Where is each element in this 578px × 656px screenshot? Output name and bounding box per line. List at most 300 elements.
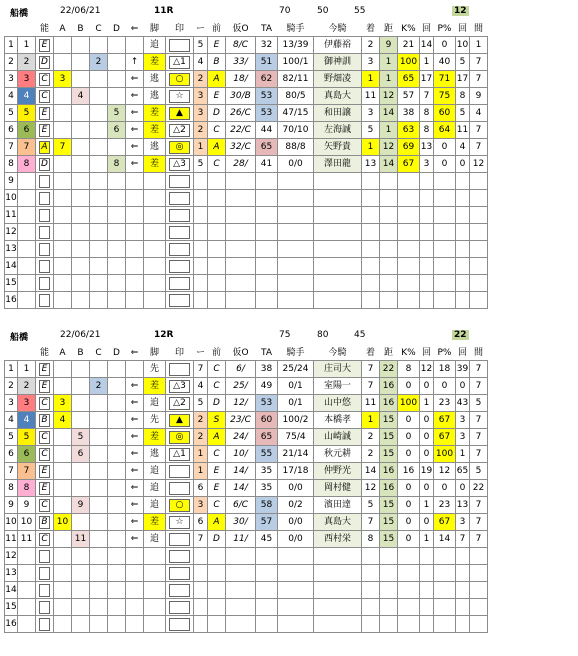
cell: C: [208, 361, 226, 378]
cell: 7: [470, 446, 488, 463]
cell: [194, 207, 208, 224]
cell: 0: [420, 480, 434, 497]
cell: [166, 429, 194, 446]
cell: 15: [380, 429, 398, 446]
race-11-section: [4, 2, 502, 309]
cell: [90, 548, 108, 565]
cell: [54, 190, 72, 207]
cell: [362, 292, 380, 309]
column-header: 仮O: [226, 346, 256, 361]
mark-box: [169, 260, 190, 273]
cell: [278, 173, 314, 190]
cell: 24/: [226, 429, 256, 446]
race-table: [4, 22, 502, 309]
cell: [54, 37, 72, 54]
cell: [166, 224, 194, 241]
cell: [470, 258, 488, 275]
cell: 23: [434, 497, 456, 514]
cell: 10/: [226, 446, 256, 463]
cell: [470, 207, 488, 224]
cell: [314, 173, 362, 190]
cell: 62: [256, 71, 278, 88]
cell: 7: [5, 463, 18, 480]
cell: [194, 258, 208, 275]
cell: 0: [434, 156, 456, 173]
cell: 1: [362, 71, 380, 88]
cell: 2: [18, 54, 36, 71]
cell: [456, 582, 470, 599]
cell: [166, 497, 194, 514]
grade-box: E: [39, 124, 50, 137]
cell: C: [208, 497, 226, 514]
cell: [256, 599, 278, 616]
cell: 100: [434, 446, 456, 463]
cell: 53: [256, 395, 278, 412]
cell: [36, 292, 54, 309]
cell: 38: [256, 361, 278, 378]
cell: 51: [256, 54, 278, 71]
cell: [166, 463, 194, 480]
cell: [398, 599, 420, 616]
cell: [362, 548, 380, 565]
column-header: A: [54, 22, 72, 37]
table-row: [5, 582, 502, 599]
cell: 0: [420, 412, 434, 429]
cell: [278, 599, 314, 616]
cell: [36, 139, 54, 156]
cell: [456, 275, 470, 292]
mark-box: [169, 294, 190, 307]
cell: 4: [5, 88, 18, 105]
cell: 49: [256, 378, 278, 395]
cell: [54, 105, 72, 122]
cell: 16: [380, 480, 398, 497]
cell: [108, 292, 126, 309]
cell: [18, 292, 36, 309]
cell: [470, 292, 488, 309]
race-12-section: [4, 326, 502, 633]
column-header: ⇐: [126, 346, 144, 361]
cell: [72, 514, 90, 531]
header-value-2: 80: [317, 330, 329, 340]
cell: [108, 497, 126, 514]
cell: [144, 224, 166, 241]
cell: 逃: [144, 71, 166, 88]
cell: 9: [470, 88, 488, 105]
cell: [362, 582, 380, 599]
cell: 45: [256, 531, 278, 548]
grade-box: C: [39, 397, 50, 410]
cell: [36, 616, 54, 633]
cell: [54, 582, 72, 599]
cell: [314, 241, 362, 258]
cell: 22: [470, 480, 488, 497]
cell: ⇐: [126, 463, 144, 480]
cell: [108, 139, 126, 156]
cell: A: [208, 429, 226, 446]
cell: 63: [398, 122, 420, 139]
cell: [144, 582, 166, 599]
cell: [108, 378, 126, 395]
cell: 16: [398, 463, 420, 480]
cell: [226, 224, 256, 241]
cell: 19: [420, 463, 434, 480]
cell: 2: [194, 122, 208, 139]
cell: 秋元耕: [314, 446, 362, 463]
cell: [398, 258, 420, 275]
cell: 7: [362, 378, 380, 395]
cell: 69: [398, 139, 420, 156]
cell: 100/2: [278, 412, 314, 429]
cell: [72, 173, 90, 190]
cell: [362, 599, 380, 616]
cell: [126, 241, 144, 258]
cell: [470, 599, 488, 616]
cell: 15: [380, 446, 398, 463]
cell: [72, 582, 90, 599]
column-header: [18, 346, 36, 361]
cell: 57: [398, 88, 420, 105]
cell: [36, 105, 54, 122]
cell: 40: [434, 54, 456, 71]
cell: [314, 207, 362, 224]
cell: [36, 378, 54, 395]
cell: 7: [18, 139, 36, 156]
column-header: 前: [208, 346, 226, 361]
cell: 2: [362, 37, 380, 54]
cell: 1: [5, 361, 18, 378]
cell: 13: [362, 156, 380, 173]
cell: [54, 156, 72, 173]
cell: [72, 105, 90, 122]
cell: ⇐: [126, 412, 144, 429]
cell: [456, 241, 470, 258]
cell: 6: [5, 122, 18, 139]
cell: 差: [144, 105, 166, 122]
table-row: [5, 531, 502, 548]
cell: [36, 156, 54, 173]
cell: [72, 361, 90, 378]
cell: C: [208, 156, 226, 173]
cell: [398, 565, 420, 582]
cell: [470, 241, 488, 258]
cell: [456, 565, 470, 582]
cell: 4: [18, 88, 36, 105]
column-header: [5, 346, 18, 361]
race-number: 12R: [154, 330, 174, 340]
cell: [362, 258, 380, 275]
cell: [144, 207, 166, 224]
cell: 47/15: [278, 105, 314, 122]
cell: 5: [18, 429, 36, 446]
cell: 17: [456, 71, 470, 88]
cell: ⇐: [126, 480, 144, 497]
cell: 65: [456, 463, 470, 480]
cell: 11: [456, 122, 470, 139]
cell: 差: [144, 514, 166, 531]
cell: 2: [90, 54, 108, 71]
cell: 100: [398, 54, 420, 71]
cell: [18, 258, 36, 275]
cell: 6/: [226, 361, 256, 378]
cell: [278, 190, 314, 207]
column-header: P%: [434, 346, 456, 361]
cell: [314, 292, 362, 309]
mark-box: [169, 243, 190, 256]
cell: [208, 241, 226, 258]
cell: [36, 565, 54, 582]
cell: A: [208, 71, 226, 88]
cell: [278, 548, 314, 565]
cell: [434, 190, 456, 207]
cell: [166, 71, 194, 88]
cell: 18: [434, 361, 456, 378]
cell: 6: [5, 446, 18, 463]
cell: [166, 412, 194, 429]
cell: [54, 429, 72, 446]
cell: [36, 207, 54, 224]
cell: [126, 548, 144, 565]
cell: 5: [470, 463, 488, 480]
cell: 追: [144, 497, 166, 514]
cell: 3: [456, 429, 470, 446]
cell: [166, 258, 194, 275]
table-row: [5, 139, 502, 156]
cell: [420, 224, 434, 241]
cell: 41: [256, 156, 278, 173]
grade-box: [39, 584, 50, 597]
grade-box: [39, 567, 50, 580]
column-header: P%: [434, 22, 456, 37]
cell: 矢野貴: [314, 139, 362, 156]
cell: 0: [434, 378, 456, 395]
cell: [194, 275, 208, 292]
cell: [144, 292, 166, 309]
cell: [420, 616, 434, 633]
cell: 1: [362, 139, 380, 156]
cell: [90, 88, 108, 105]
cell: 0: [420, 514, 434, 531]
header-value-1: 75: [279, 330, 291, 340]
cell: [166, 207, 194, 224]
grade-box: [39, 209, 50, 222]
cell: [54, 54, 72, 71]
cell: 16: [380, 378, 398, 395]
cell: [278, 616, 314, 633]
cell: [194, 599, 208, 616]
cell: 室陽一: [314, 378, 362, 395]
cell: [208, 258, 226, 275]
cell: [108, 190, 126, 207]
cell: [194, 292, 208, 309]
cell: 25/: [226, 378, 256, 395]
cell: [456, 548, 470, 565]
mark-box: [169, 618, 190, 631]
cell: [256, 565, 278, 582]
cell: [362, 241, 380, 258]
cell: 10: [5, 514, 18, 531]
column-header: ⇐: [126, 22, 144, 37]
cell: [54, 480, 72, 497]
cell: E: [208, 480, 226, 497]
cell: [166, 156, 194, 173]
cell: 0/1: [278, 378, 314, 395]
table-row: [5, 258, 502, 275]
cell: 9: [72, 497, 90, 514]
cell: [144, 565, 166, 582]
cell: 7: [470, 54, 488, 71]
cell: [208, 190, 226, 207]
cell: 11: [18, 531, 36, 548]
cell: [108, 275, 126, 292]
cell: 15: [5, 275, 18, 292]
cell: [380, 207, 398, 224]
cell: [398, 582, 420, 599]
cell: [126, 582, 144, 599]
cell: [126, 258, 144, 275]
cell: [54, 258, 72, 275]
cell: 3: [18, 395, 36, 412]
column-header: A: [54, 346, 72, 361]
cell: [54, 446, 72, 463]
cell: [108, 412, 126, 429]
cell: [90, 616, 108, 633]
cell: 16: [5, 292, 18, 309]
cell: ⇐: [126, 88, 144, 105]
cell: [166, 361, 194, 378]
cell: 14: [5, 582, 18, 599]
cell: [166, 275, 194, 292]
table-row: [5, 514, 502, 531]
cell: 0: [434, 480, 456, 497]
cell: 3: [456, 412, 470, 429]
cell: [166, 241, 194, 258]
cell: 追: [144, 395, 166, 412]
cell: [90, 514, 108, 531]
cell: [108, 207, 126, 224]
cell: 15: [380, 531, 398, 548]
grade-box: D: [39, 158, 50, 171]
cell: 0/0: [278, 480, 314, 497]
cell: S: [208, 412, 226, 429]
cell: [420, 582, 434, 599]
cell: [90, 599, 108, 616]
cell: [456, 599, 470, 616]
cell: [144, 599, 166, 616]
grade-box: E: [39, 363, 50, 376]
cell: [166, 190, 194, 207]
table-row: [5, 190, 502, 207]
cell: [314, 190, 362, 207]
cell: 8: [18, 156, 36, 173]
cell: [314, 548, 362, 565]
mark-box: ◎: [169, 141, 190, 154]
cell: 4: [470, 105, 488, 122]
cell: 1: [362, 412, 380, 429]
column-header: K%: [398, 22, 420, 37]
table-row: [5, 54, 502, 71]
cell: 差: [144, 156, 166, 173]
table-row: [5, 463, 502, 480]
cell: 5: [5, 105, 18, 122]
cell: D: [208, 395, 226, 412]
cell: [72, 224, 90, 241]
cell: [362, 224, 380, 241]
cell: [420, 190, 434, 207]
cell: 7: [470, 122, 488, 139]
cell: [380, 548, 398, 565]
cell: [256, 616, 278, 633]
cell: [434, 241, 456, 258]
cell: 12/: [226, 395, 256, 412]
cell: [36, 258, 54, 275]
cell: ⇐: [126, 497, 144, 514]
cell: [108, 599, 126, 616]
cell: 18/: [226, 71, 256, 88]
cell: [434, 292, 456, 309]
cell: [166, 531, 194, 548]
cell: 0: [398, 429, 420, 446]
table-row: [5, 548, 502, 565]
cell: 0/1: [278, 395, 314, 412]
cell: 御神訓: [314, 54, 362, 71]
cell: [208, 616, 226, 633]
cell: [90, 275, 108, 292]
cell: [278, 241, 314, 258]
cell: 1: [194, 446, 208, 463]
cell: [226, 599, 256, 616]
cell: 2: [5, 378, 18, 395]
column-header: 脚: [144, 22, 166, 37]
cell: [36, 241, 54, 258]
cell: [90, 497, 108, 514]
cell: [456, 224, 470, 241]
column-header: 今騎: [314, 22, 362, 37]
cell: [166, 54, 194, 71]
cell: [36, 275, 54, 292]
cell: 7: [470, 71, 488, 88]
cell: [72, 463, 90, 480]
cell: [72, 565, 90, 582]
cell: 山崎誠: [314, 429, 362, 446]
cell: [36, 88, 54, 105]
cell: [470, 548, 488, 565]
cell: 15: [380, 497, 398, 514]
grade-box: C: [39, 73, 50, 86]
cell: [90, 361, 108, 378]
cell: [194, 565, 208, 582]
cell: [72, 616, 90, 633]
cell: [314, 616, 362, 633]
cell: [126, 224, 144, 241]
mark-box: [169, 482, 190, 495]
cell: [18, 616, 36, 633]
mark-box: [169, 550, 190, 563]
column-header: 能: [36, 22, 54, 37]
cell: 0: [420, 446, 434, 463]
cell: [90, 190, 108, 207]
cell: ⇐: [126, 71, 144, 88]
cell: 0: [456, 156, 470, 173]
cell: C: [208, 378, 226, 395]
column-header: 距: [380, 22, 398, 37]
race-distance-badge: 22: [454, 330, 467, 340]
cell: [362, 565, 380, 582]
cell: 3: [18, 71, 36, 88]
mark-box: △3: [169, 380, 190, 393]
cell: [90, 480, 108, 497]
cell: [90, 446, 108, 463]
